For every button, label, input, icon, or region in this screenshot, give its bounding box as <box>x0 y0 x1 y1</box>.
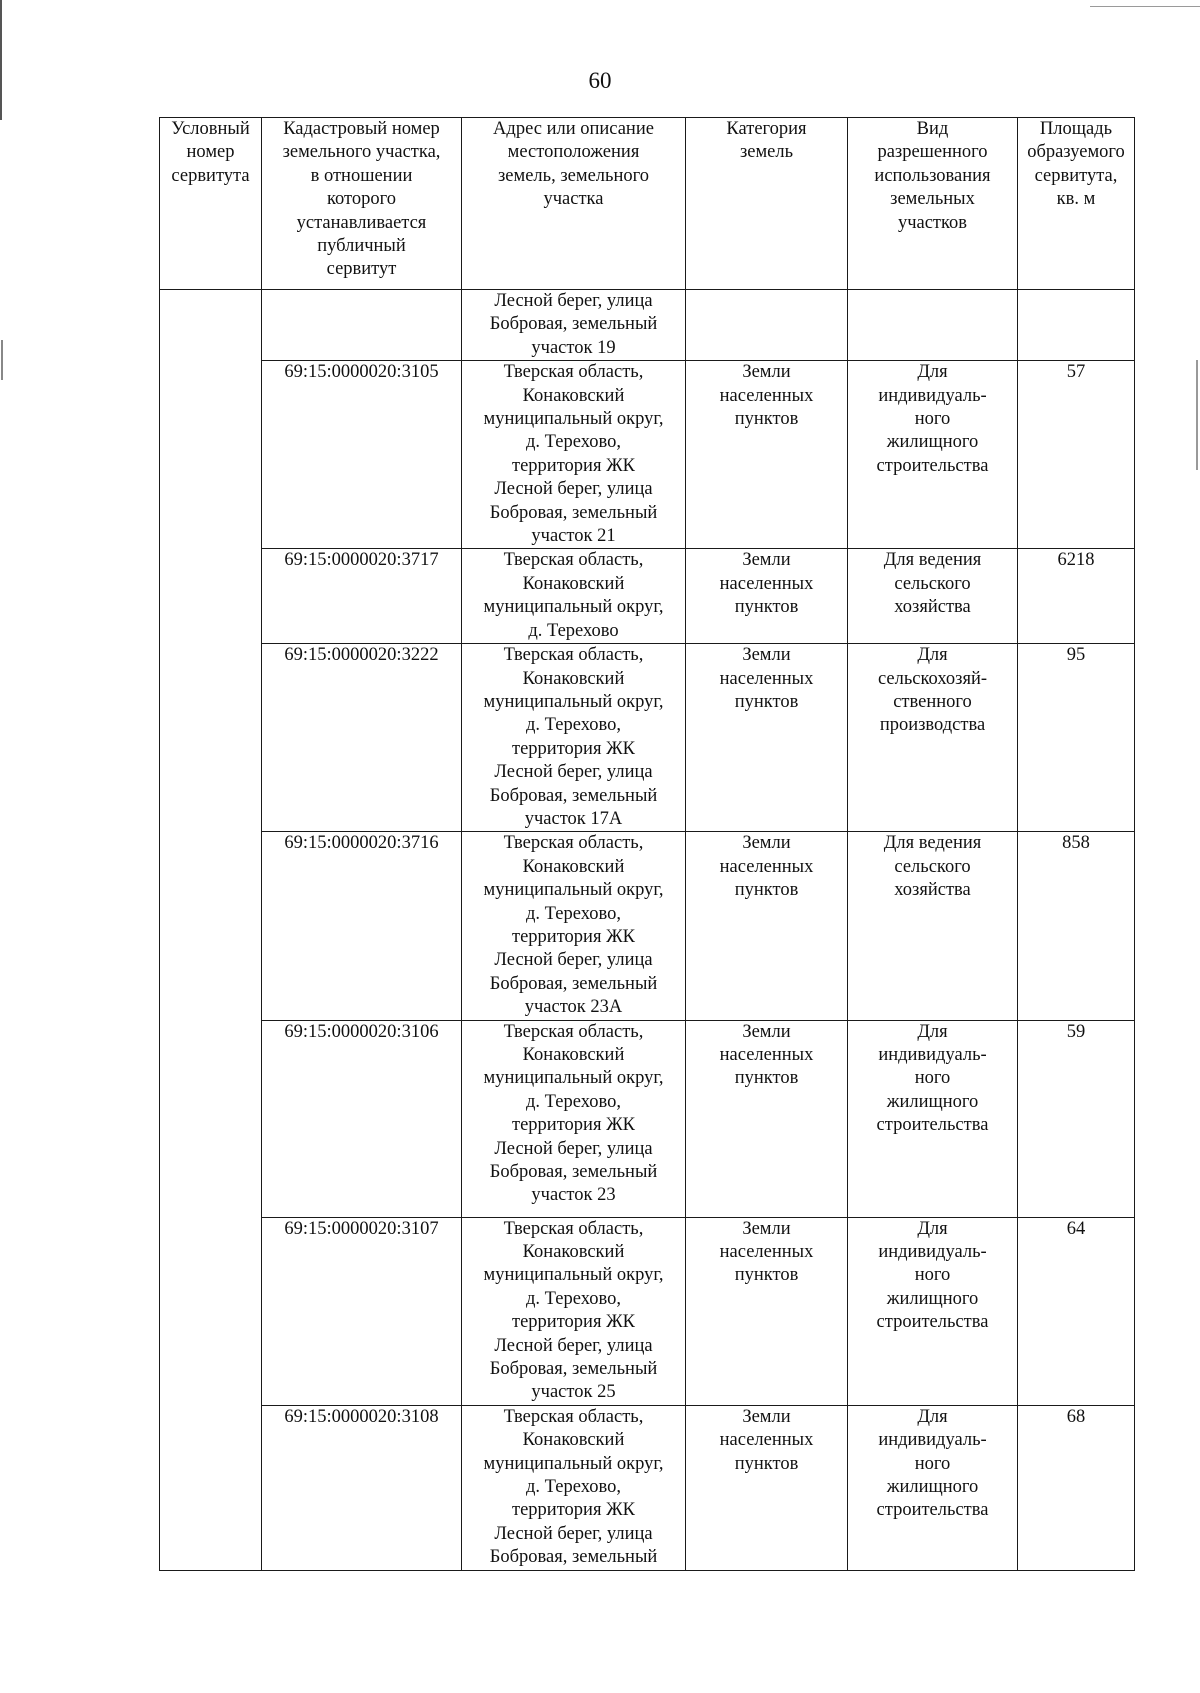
header-area: Площадь образуемого сервитута, кв. м <box>1018 118 1135 290</box>
table-header-row <box>160 118 1135 290</box>
header-servitude-number: Условный номер сервитута <box>160 118 262 290</box>
header-permitted-use: Вид разрешенного использования земельных участков <box>848 118 1018 290</box>
area-cell: 64 <box>1018 1217 1135 1405</box>
permitted-use-cell: Для сельскохозяй- ственного производства <box>848 644 1018 832</box>
table-row <box>160 644 1135 832</box>
address-cell: Тверская область, Конаковский муниципальный округ, д. Терехово <box>462 549 686 644</box>
servitude-number-cell <box>160 290 262 1571</box>
cadastral-number-cell: 69:15:0000020:3716 <box>262 832 462 1020</box>
scan-edge-mark <box>1196 360 1198 470</box>
address-cell: Тверская область, Конаковский муниципальный округ, д. Терехово, территория ЖК Лесной берег, улица Бобровая, земельный участок 23 <box>462 1020 686 1217</box>
scan-edge-mark <box>0 0 2 120</box>
cadastral-number-cell <box>262 290 462 361</box>
table-row <box>160 1217 1135 1405</box>
land-category-cell: Земли населенных пунктов <box>686 1217 848 1405</box>
cadastral-number-cell: 69:15:0000020:3107 <box>262 1217 462 1405</box>
servitude-table <box>159 117 1135 1571</box>
table-row <box>160 549 1135 644</box>
table-row <box>160 290 1135 361</box>
table-row <box>160 361 1135 549</box>
cadastral-number-cell: 69:15:0000020:3106 <box>262 1020 462 1217</box>
land-category-cell: Земли населенных пунктов <box>686 832 848 1020</box>
table-row <box>160 832 1135 1020</box>
address-cell: Тверская область, Конаковский муниципальный округ, д. Терехово, территория ЖК Лесной берег, улица Бобровая, земельный участок 23А <box>462 832 686 1020</box>
permitted-use-cell: Для ведения сельского хозяйства <box>848 832 1018 1020</box>
area-cell: 95 <box>1018 644 1135 832</box>
land-category-cell: Земли населенных пунктов <box>686 644 848 832</box>
table-row <box>160 1020 1135 1217</box>
address-cell: Тверская область, Конаковский муниципальный округ, д. Терехово, территория ЖК Лесной берег, улица Бобровая, земельный участок 17А <box>462 644 686 832</box>
permitted-use-cell: Для индивидуаль- ного жилищного строительства <box>848 361 1018 549</box>
permitted-use-cell: Для индивидуаль- ного жилищного строительства <box>848 1020 1018 1217</box>
area-cell: 6218 <box>1018 549 1135 644</box>
header-land-category: Категория земель <box>686 118 848 290</box>
scan-edge-mark <box>1 340 3 380</box>
area-cell <box>1018 290 1135 361</box>
cadastral-number-cell: 69:15:0000020:3222 <box>262 644 462 832</box>
land-category-cell <box>686 290 848 361</box>
land-category-cell: Земли населенных пунктов <box>686 549 848 644</box>
table-row <box>160 1405 1135 1570</box>
address-cell: Тверская область, Конаковский муниципальный округ, д. Терехово, территория ЖК Лесной берег, улица Бобровая, земельный участок 21 <box>462 361 686 549</box>
area-cell: 59 <box>1018 1020 1135 1217</box>
permitted-use-cell: Для индивидуаль- ного жилищного строительства <box>848 1217 1018 1405</box>
land-category-cell: Земли населенных пунктов <box>686 1020 848 1217</box>
header-address: Адрес или описание местоположения земель, земельного участка <box>462 118 686 290</box>
cadastral-number-cell: 69:15:0000020:3105 <box>262 361 462 549</box>
permitted-use-cell <box>848 290 1018 361</box>
cadastral-number-cell: 69:15:0000020:3717 <box>262 549 462 644</box>
land-category-cell: Земли населенных пунктов <box>686 361 848 549</box>
area-cell: 858 <box>1018 832 1135 1020</box>
address-cell: Тверская область, Конаковский муниципальный округ, д. Терехово, территория ЖК Лесной берег, улица Бобровая, земельный <box>462 1405 686 1570</box>
area-cell: 68 <box>1018 1405 1135 1570</box>
cadastral-number-cell: 69:15:0000020:3108 <box>262 1405 462 1570</box>
area-cell: 57 <box>1018 361 1135 549</box>
permitted-use-cell: Для индивидуаль- ного жилищного строительства <box>848 1405 1018 1570</box>
page-number: 60 <box>588 68 612 93</box>
land-category-cell: Земли населенных пунктов <box>686 1405 848 1570</box>
address-cell: Лесной берег, улица Бобровая, земельный участок 19 <box>462 290 686 361</box>
permitted-use-cell: Для ведения сельского хозяйства <box>848 549 1018 644</box>
scan-edge-line <box>1090 6 1200 7</box>
header-cadastral-number: Кадастровый номер земельного участка, в отношении которого устанавливается публичный сервитут <box>262 118 462 290</box>
address-cell: Тверская область, Конаковский муниципальный округ, д. Терехово, территория ЖК Лесной берег, улица Бобровая, земельный участок 25 <box>462 1217 686 1405</box>
